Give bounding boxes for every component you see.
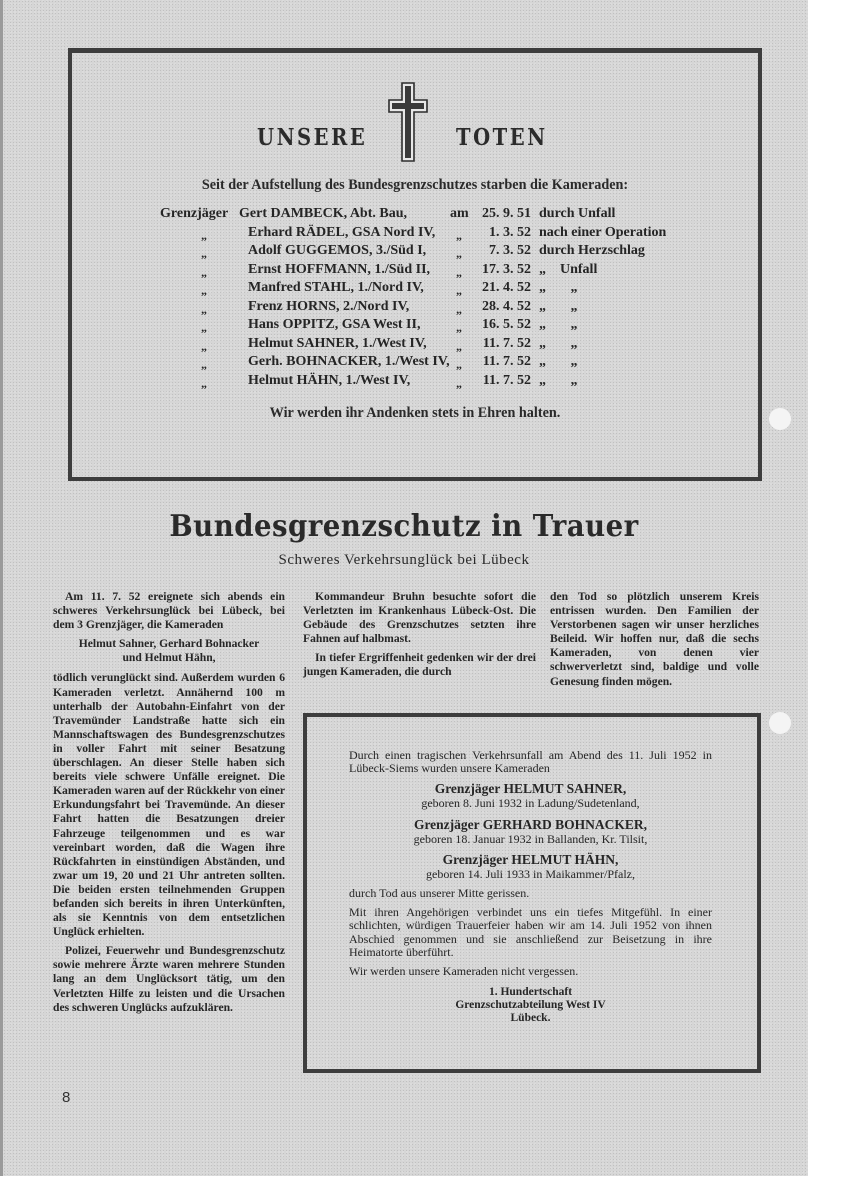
- roster-prefix: „: [456, 246, 462, 260]
- notice-intro: Durch einen tragischen Verkehrsunfall am Abend des 11. Juli 1952 in Lübeck-Siems wurden unsere Kameraden: [349, 748, 712, 776]
- roster-prefix: „: [456, 301, 462, 316]
- punch-hole: [769, 408, 791, 430]
- ditto-mark: „: [201, 283, 207, 297]
- roster-name: Ernst HOFFMANN, 1./Süd II,: [248, 261, 431, 277]
- roster-name: Manfred STAHL, 1./Nord IV,: [248, 280, 424, 295]
- roster-row: [160, 317, 720, 336]
- roster-date: 7. 3. 52: [489, 243, 531, 258]
- roster-name: Hans OPPITZ, GSA West II,: [248, 317, 421, 332]
- victim-names-line: und Helmut Hähn,: [122, 651, 216, 665]
- victim-names: [53, 637, 285, 665]
- article-paragraph: Kommandeur Bruhn besuchte sofort die Verletzten im Krankenhaus Lübeck-Ost. Die Gebäude des Grenzschutzes setzten ihre Fahnen auf halbmast.: [303, 590, 536, 646]
- heading-unsere: UNSERE: [257, 124, 368, 151]
- article-subheadline: Schweres Verkehrsunglück bei Lübeck: [278, 552, 530, 568]
- roster-name: Erhard RÄDEL, GSA Nord IV,: [248, 224, 436, 240]
- roster-prefix: „: [456, 357, 462, 371]
- ditto-mark: „: [201, 227, 207, 242]
- roster-prefix: „: [456, 283, 462, 297]
- roster-name: Helmut HÄHN, 1./West IV,: [248, 372, 411, 388]
- heading-toten: TOTEN: [456, 124, 548, 151]
- article-paragraph: Am 11. 7. 52 ereignete sich abends ein schweres Verkehrsunglück bei Lübeck, bei dem 3 Grenzjäger, die Kameraden: [53, 590, 285, 632]
- signature-line: Grenzschutzabteilung West IV: [455, 999, 606, 1012]
- roster-row: [160, 299, 720, 318]
- roster-cause: nach einer Operation: [539, 224, 667, 240]
- ditto-mark: „: [201, 338, 207, 353]
- roster-row: [160, 206, 720, 225]
- roster-row: [160, 243, 720, 262]
- roster-row: [160, 336, 720, 355]
- roster-cause: durch Unfall: [539, 206, 616, 221]
- death-notice-box: [303, 713, 761, 1073]
- roster-prefix: „: [456, 264, 462, 279]
- roster-name: Frenz HORNS, 2./Nord IV,: [248, 298, 410, 314]
- roster-date: 25. 9. 51: [482, 206, 531, 221]
- ditto-mark: „: [201, 301, 207, 316]
- ditto-mark: „: [201, 246, 207, 260]
- roster-row: [160, 280, 720, 299]
- roster-name: Helmut SAHNER, 1./West IV,: [248, 335, 427, 351]
- article-column-1: [53, 590, 285, 1020]
- page-number: 8: [62, 1089, 71, 1106]
- article-paragraph: den Tod so plötzlich unserem Kreis entrissen wurden. Den Familien der Verstorbenen sagen wir unser herzliches Beileid. Wir hoffen nur, daß die sechs Kameraden, von denen vier schwerverletzt sind, baldige und volle Genesung finden mögen.: [550, 590, 759, 688]
- memorial-intro: Seit der Aufstellung des Bundesgrenzschutzes starben die Kameraden:: [201, 177, 629, 193]
- roster-row: [160, 373, 720, 392]
- scan-edge: [0, 0, 3, 1176]
- roster-prefix: „: [456, 338, 462, 353]
- victim-names-line: Helmut Sahner, Gerhard Bohnacker: [78, 637, 260, 651]
- roster-cause: „ „: [539, 317, 578, 332]
- notice-paragraph: Mit ihren Angehörigen verbindet uns ein tiefes Mitgefühl. In einer schlichten, würdigen Trauerfeier haben wir am 14. Juli 1952 von ihnen Abschied genommen und sie anschließend zur Beisetzung in ihre Heimatorte überführt.: [349, 905, 712, 959]
- roster-date: 1. 3. 52: [489, 224, 531, 240]
- roster-date: 11. 7. 52: [482, 354, 531, 369]
- ditto-mark: „: [201, 320, 207, 334]
- roster-cause: „ „: [539, 372, 578, 388]
- notice-person: [349, 817, 712, 846]
- notice-signature: [349, 986, 712, 1024]
- roster-name: Adolf GUGGEMOS, 3./Süd I,: [248, 243, 427, 258]
- roster-name: Gert DAMBECK, Abt. Bau,: [239, 206, 407, 221]
- roster-prefix: „: [456, 375, 462, 390]
- roster-row: [160, 225, 720, 244]
- article-headline: Bundesgrenzschutz in Trauer: [169, 509, 639, 544]
- roster-cause: „ Unfall: [539, 261, 598, 277]
- article-column-3: [550, 590, 759, 694]
- roster-date: 11. 7. 52: [482, 335, 531, 351]
- cross-icon: [388, 82, 428, 162]
- article-paragraph: In tiefer Ergriffenheit gedenken wir der drei jungen Kameraden, die durch: [303, 651, 536, 679]
- roster-prefix: am: [450, 206, 469, 221]
- article-paragraph: tödlich verunglückt sind. Außerdem wurden 6 Kameraden verletzt. Annähernd 100 m unterhalb der Autobahn-Einfahrt von der Travemünder Landstraße hatte sich ein Mannschaftswagen des Bundesgrenzschutzes in voller Fahrt mit seiner Besatzung überschlagen. An dieser Stelle haben sich bereits viele schwere Unfälle ereignet. Die Kameraden waren auf der Rückkehr von einer Erkundungsfahrt bei Travemünde. An dieser Fahrt hatten die Besatzungen dreier Fahrzeuge teilgenommen und es war vereinbart worden, daß die Wagen ihre Rückfahrten in einstündigen Abständen, und zwar um 19, 20 und 21 Uhr antreten sollten. Die beiden ersten teilnehmenden Gruppen befanden sich bereits in ihren Unterkünften, als sie Kenntnis von dem entsetzlichen Unglück erhielten.: [53, 671, 285, 939]
- person-name: Grenzjäger HELMUT SAHNER,: [434, 781, 627, 797]
- roster-cause: „ „: [539, 280, 578, 295]
- ditto-mark: „: [201, 357, 207, 371]
- roster-cause: „ „: [539, 298, 578, 314]
- person-name: Grenzjäger GERHARD BOHNACKER,: [413, 816, 648, 832]
- notice-after: durch Tod aus unserer Mitte gerissen.: [349, 886, 530, 901]
- punch-hole: [769, 712, 791, 734]
- roster-cause: „ „: [539, 335, 578, 351]
- memorial-box: [68, 48, 762, 481]
- roster-date: 16. 5. 52: [482, 317, 531, 332]
- person-name: Grenzjäger HELMUT HÄHN,: [442, 851, 619, 867]
- ditto-mark: „: [201, 264, 207, 279]
- person-born: geboren 14. Juli 1933 in Maikammer/Pfalz,: [426, 866, 635, 881]
- notice-person: [349, 852, 712, 881]
- roster-date: 28. 4. 52: [482, 298, 531, 314]
- person-born: geboren 8. Juni 1932 in Ladung/Sudetenland,: [421, 796, 640, 811]
- roster-cause: „ „: [539, 354, 578, 369]
- roster-row: [160, 262, 720, 281]
- notice-person: [349, 781, 712, 810]
- memorial-closing: Wir werden ihr Andenken stets in Ehren halten.: [269, 405, 561, 421]
- roster-list: [160, 206, 720, 391]
- roster-date: 21. 4. 52: [482, 280, 531, 295]
- death-notice: [349, 749, 712, 1025]
- roster-row: [160, 354, 720, 373]
- roster-cause: durch Herzschlag: [539, 243, 645, 258]
- person-born: geboren 18. Januar 1932 in Ballanden, Kr. Tilsit,: [413, 831, 648, 846]
- ditto-mark: „: [201, 375, 207, 390]
- article-paragraph: Polizei, Feuerwehr und Bundesgrenzschutz sowie mehrere Ärzte waren mehrere Stunden lang an dem Unglücksort tätig, um den Verletzten Hilfe zu leisten und die Ursachen des schweren Unglücks aufzuklären.: [53, 944, 285, 1014]
- roster-date: 17. 3. 52: [482, 261, 531, 277]
- notice-closing: Wir werden unsere Kameraden nicht vergessen.: [349, 964, 579, 979]
- roster-date: 11. 7. 52: [482, 372, 531, 388]
- rank: Grenzjäger: [160, 206, 229, 221]
- roster-name: Gerh. BOHNACKER, 1./West IV,: [248, 354, 450, 369]
- article-column-2: [303, 590, 536, 680]
- roster-prefix: „: [456, 227, 462, 242]
- roster-prefix: „: [456, 320, 462, 334]
- signature-line: 1. Hundertschaft: [488, 986, 573, 999]
- signature-line: Lübeck.: [510, 1011, 551, 1024]
